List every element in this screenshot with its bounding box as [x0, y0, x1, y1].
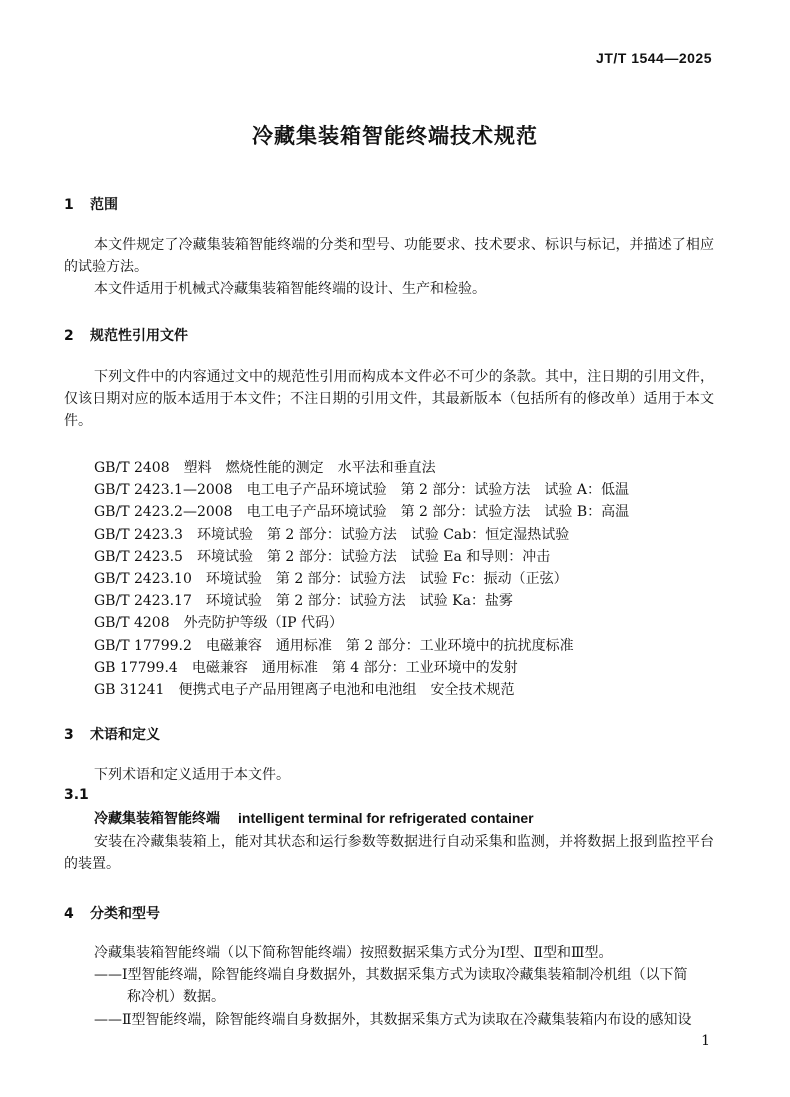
section-number: 2 [64, 328, 74, 344]
list-item-type-1-continued: 称冷机）数据。 [127, 989, 225, 1005]
reference-item: GB 17799.4 电磁兼容 通用标准 第 4 部分：工业环境中的发射 [94, 659, 518, 676]
section-2-paragraph-1: 下列文件中的内容通过文中的规范性引用而构成本文件必不可少的条款。其中，注日期的引用文件，仅该日期对应的版本适用于本文件；不注日期的引用文件，其最新版本（包括所有的修改单）适用于本文件。 [64, 369, 714, 429]
section-3-paragraph-1: 下列术语和定义适用于本文件。 [94, 767, 290, 783]
section-1-heading [64, 194, 118, 214]
reference-item: GB/T 2423.2—2008 电工电子产品环境试验 第 2 部分：试验方法 试验 B：高温 [94, 504, 630, 521]
normative-reference-list [94, 457, 629, 701]
section-number: 3 [64, 727, 74, 743]
reference-item: GB/T 2408 塑料 燃烧性能的测定 水平法和垂直法 [94, 460, 436, 476]
term-english: intelligent terminal for refrigerated container [238, 810, 534, 826]
section-4-heading [64, 903, 160, 923]
reference-item: GB/T 2423.17 环境试验 第 2 部分：试验方法 试验 Ka：盐雾 [94, 593, 513, 610]
standard-code: JT/T 1544—2025 [596, 50, 712, 66]
term-number: 3.1 [64, 787, 89, 803]
reference-item: GB/T 2423.1—2008 电工电子产品环境试验 第 2 部分：试验方法 试验 A：低温 [94, 482, 629, 499]
section-2-heading [64, 325, 188, 345]
reference-item: GB/T 17799.2 电磁兼容 通用标准 第 2 部分：工业环境中的抗扰度标准 [94, 637, 574, 654]
section-4-paragraph-1: 冷藏集装箱智能终端（以下简称智能终端）按照数据采集方式分为Ⅰ型、Ⅱ型和Ⅲ型。 [94, 945, 613, 961]
section-title: 规范性引用文件 [90, 328, 188, 344]
reference-item: GB/T 4208 外壳防护等级（IP 代码） [94, 615, 344, 632]
term-definition: 安装在冷藏集装箱上，能对其状态和运行参数等数据进行自动采集和监测，并将数据上报到监控平台的装置。 [64, 834, 714, 872]
reference-item: GB 31241 便携式电子产品用锂离子电池和电池组 安全技术规范 [94, 681, 515, 698]
section-number: 4 [64, 906, 74, 922]
section-title: 术语和定义 [90, 727, 160, 743]
reference-item: GB/T 2423.5 环境试验 第 2 部分：试验方法 试验 Ea 和导则：冲击 [94, 548, 551, 565]
reference-item: GB/T 2423.3 环境试验 第 2 部分：试验方法 试验 Cab：恒定湿热试验 [94, 526, 570, 543]
section-3-heading [64, 724, 160, 744]
term-chinese: 冷藏集装箱智能终端 [94, 811, 220, 827]
section-number: 1 [64, 197, 74, 213]
list-item-type-2: ——Ⅱ型智能终端，除智能终端自身数据外，其数据采集方式为读取在冷藏集装箱内布设的感知设 [94, 1012, 692, 1028]
section-title: 分类和型号 [90, 906, 160, 922]
section-title: 范围 [90, 197, 118, 213]
term-entry [94, 808, 534, 828]
document-title: 冷藏集装箱智能终端技术规范 [252, 124, 538, 148]
section-1-paragraph-1: 本文件规定了冷藏集装箱智能终端的分类和型号、功能要求、技术要求、标识与标记，并描述了相应的试验方法。 [64, 237, 714, 275]
list-item-type-1: ——Ⅰ型智能终端，除智能终端自身数据外，其数据采集方式为读取冷藏集装箱制冷机组（以下简 [94, 967, 688, 983]
section-1-paragraph-2: 本文件适用于机械式冷藏集装箱智能终端的设计、生产和检验。 [94, 281, 486, 297]
reference-item: GB/T 2423.10 环境试验 第 2 部分：试验方法 试验 Fc：振动（正弦） [94, 570, 568, 587]
page-number: 1 [701, 1033, 710, 1049]
